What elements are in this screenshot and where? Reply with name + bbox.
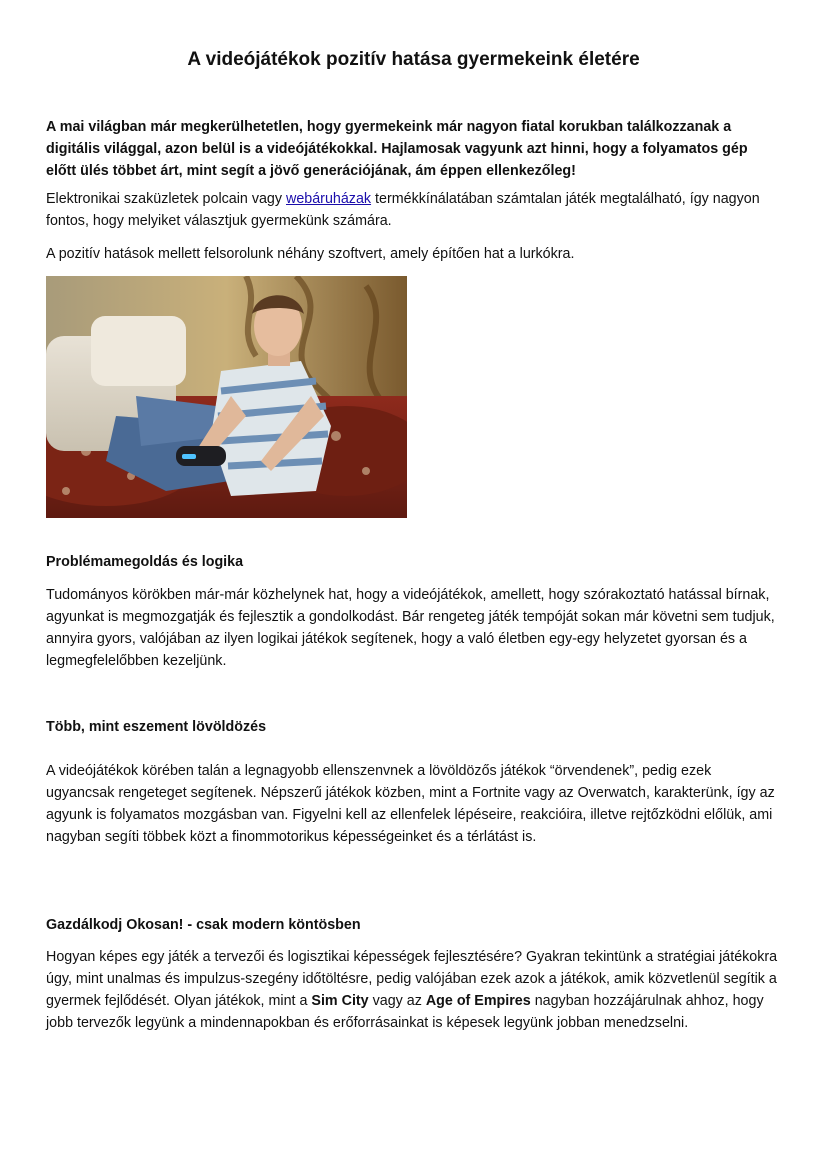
photo-young-man-playing-video-game-icon bbox=[46, 276, 407, 518]
body-strategy-part-3: nagyban hozzájárulnak ahhoz, hogy jobb tervezők legyünk a mindennapokban és erőforrásainkat is képesek legyünk jobban menedzselni. bbox=[46, 993, 764, 1031]
document-title: A videójátékok pozitív hatása gyermekeink életére bbox=[187, 49, 640, 70]
paragraph-shops-after: termékkínálatában számtalan játék megtalálható, így nagyon fontos, hogy melyiket választjuk gyermekünk számára. bbox=[46, 191, 760, 229]
game-name-sim-city: Sim City bbox=[311, 993, 369, 1009]
body-strategy-part-2: vagy az bbox=[368, 993, 426, 1009]
heading-shooter-games: Több, mint eszement lövöldözés bbox=[46, 719, 267, 735]
webshops-link[interactable]: webáruházak bbox=[286, 191, 372, 207]
paragraph-shops bbox=[46, 188, 781, 232]
paragraph-software-list: A pozitív hatások mellett felsorolunk néhány szoftvert, amely építően hat a lurkókra. bbox=[46, 246, 575, 262]
game-name-age-of-empires: Age of Empires bbox=[425, 993, 531, 1009]
heading-problem-solving: Problémamegoldás és logika bbox=[46, 554, 244, 570]
body-problem-solving: Tudományos körökben már-már közhelynek hat, hogy a videójátékok, amellett, hogy szórakoztató hatással bírnak, agyunkat is megmozgatják és fejlesztik a gondolkodást. Bár rengeteg játék tempóját sokan már követni sem tudjuk, annyira gyors, valójában az ilyen logikai játékok segítenek, hogy a való életben egy-egy helyzetet gyorsan és a legmegfelelőbben kezeljünk. bbox=[46, 587, 775, 669]
body-shooter-games: A videójátékok körében talán a legnagyobb ellenszenvnek a lövöldözős játékok “örvendenek”, pedig ezek ugyancsak rengeteget segítenek. Népszerű játékok közben, mint a Fortnite vagy az Overwatch, karakterünk, így az agyunk is folyamatos mozgásban van. Figyelni kell az ellenfelek lépéseire, reakcióira, illetve rejtőzködni előlük, ami nagyban segíti többek közt a finommotorikus képességeinket és a térlátást is. bbox=[46, 763, 775, 845]
body-strategy-part-1: Hogyan képes egy játék a tervezői és logisztikai képességek fejlesztésére? Gyakran tekintünk a stratégiai játékokra úgy, mint unalmas és impulzus-szegény időtöltésre, pedig valójában ezek azok a játékok, amik közvetlenül segítik a gyermek fejlődését. Olyan játékok, mint a bbox=[46, 949, 778, 1009]
paragraph-shops-before: Elektronikai szaküzletek polcain vagy bbox=[46, 191, 286, 207]
heading-strategy-games: Gazdálkodj Okosan! - csak modern köntösben bbox=[46, 917, 361, 933]
body-strategy-games bbox=[46, 946, 781, 1034]
intro-paragraph: A mai világban már megkerülhetetlen, hogy gyermekeink már nagyon fiatal korukban találkozzanak a digitális világgal, azon belül is a videójátékokkal. Hajlamosak vagyunk azt hinni, hogy a folyamatos gép előtt ülés többet árt, mint segít a jövő generációjának, ám éppen ellenkezőleg! bbox=[46, 119, 748, 179]
